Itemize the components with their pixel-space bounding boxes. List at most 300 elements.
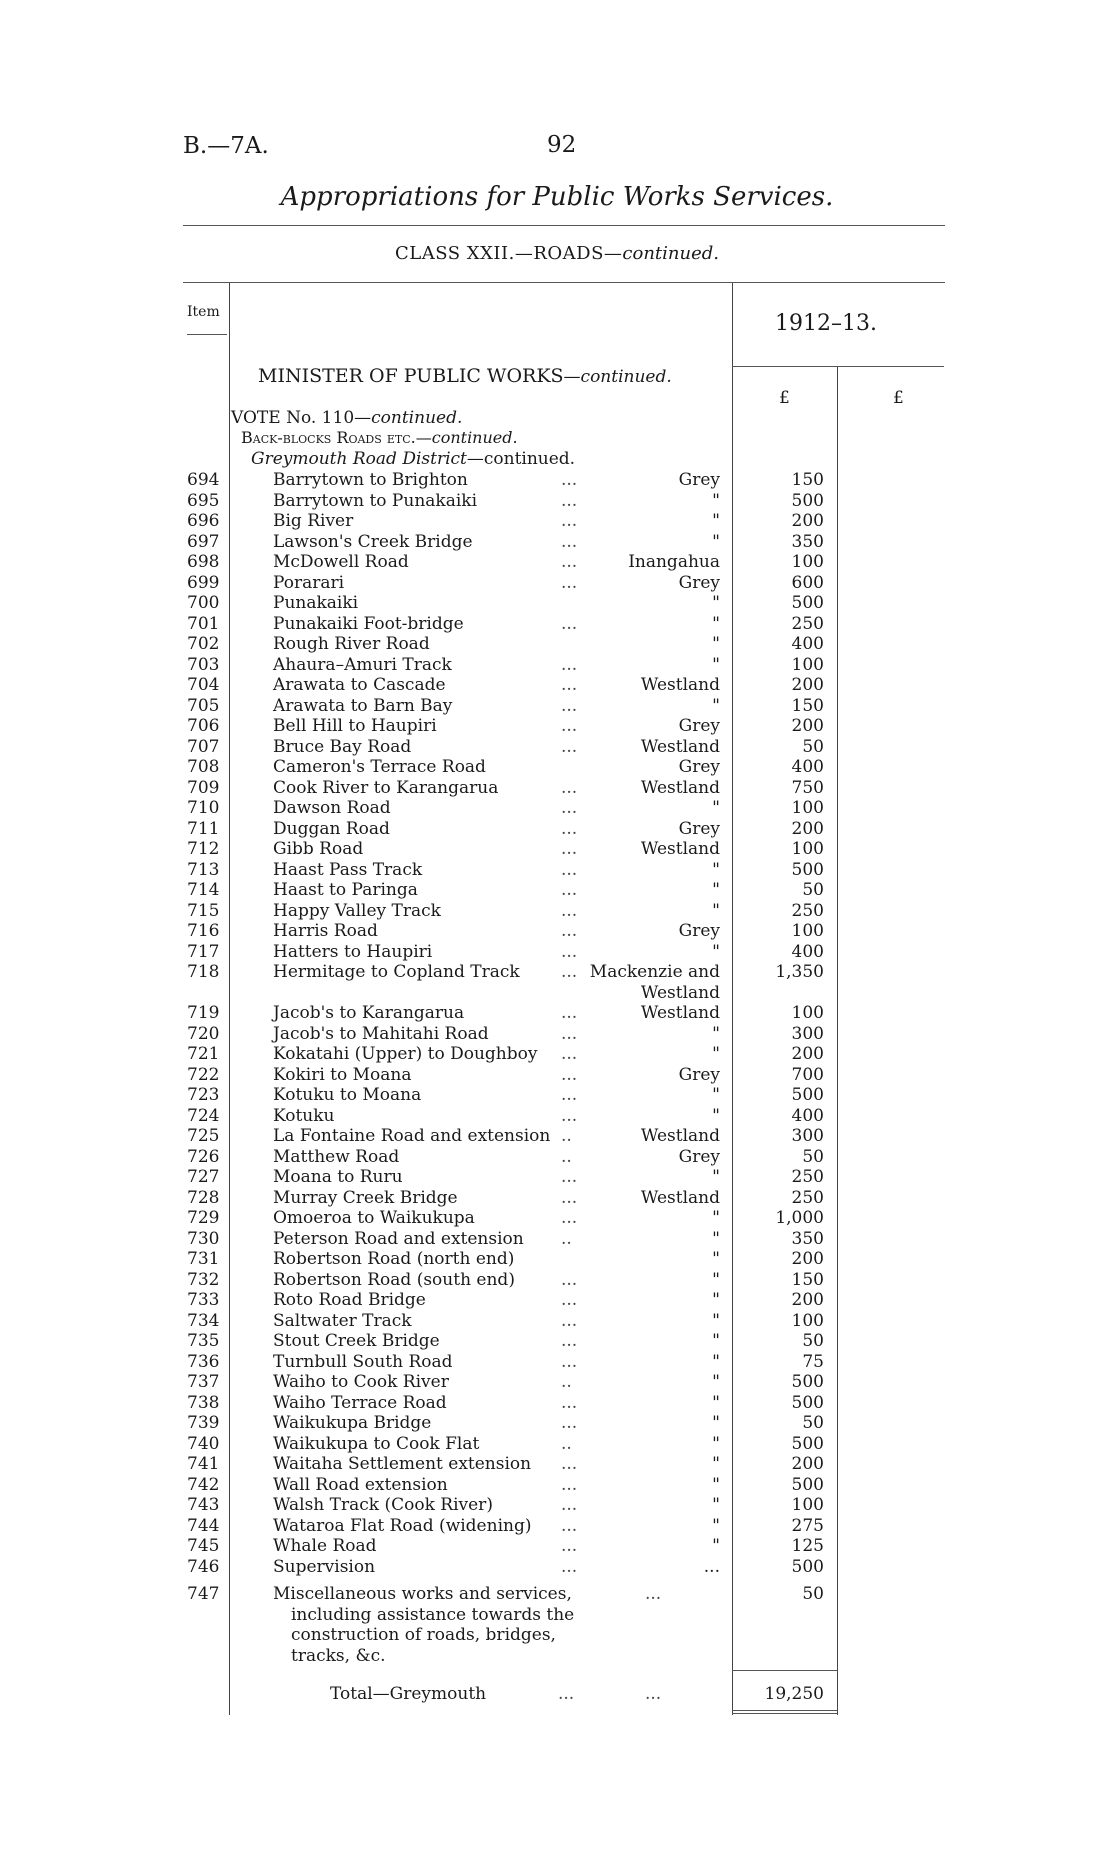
- item-number: 717: [187, 941, 220, 962]
- amount: 100: [791, 798, 824, 818]
- electorate: Grey: [678, 572, 720, 593]
- amount: 400: [791, 757, 824, 777]
- amount: 400: [791, 941, 824, 962]
- amount: 150: [791, 470, 824, 490]
- leader-dots: ...: [561, 654, 578, 675]
- amount: 1,350: [775, 962, 824, 982]
- leader-dots: ...: [561, 1392, 578, 1413]
- table-row: [0, 1393, 1114, 1413]
- leader-dots: ..: [561, 1146, 572, 1167]
- total-dots-1: ...: [558, 1684, 575, 1704]
- item-number: 710: [187, 798, 220, 818]
- electorate: ...: [703, 1556, 720, 1577]
- item-number: 716: [187, 921, 220, 941]
- item-number: 709: [187, 777, 220, 798]
- table-row: [0, 798, 1114, 818]
- work-name: Bell Hill to Haupiri: [273, 716, 437, 736]
- work-name: Barrytown to Brighton: [273, 470, 468, 490]
- work-name: Barrytown to Punakaiki: [273, 490, 478, 511]
- leader-dots: ...: [561, 1556, 578, 1577]
- amount: 500: [791, 1556, 824, 1577]
- amount: 750: [791, 777, 824, 798]
- amount: 500: [791, 1433, 824, 1454]
- leader-dots: ...: [561, 490, 578, 511]
- amount: 200: [791, 1044, 824, 1064]
- item-number: 739: [187, 1413, 220, 1433]
- electorate: Westland: [640, 1126, 720, 1146]
- work-name: Kotuku: [273, 1105, 335, 1126]
- electorate: ": [712, 1351, 720, 1372]
- table-row: [0, 532, 1114, 552]
- amount: 50: [802, 1146, 824, 1167]
- electorate: ": [712, 1310, 720, 1331]
- page-title: Appropriations for Public Works Services.: [280, 182, 834, 212]
- item-number: 713: [187, 859, 220, 880]
- misc-line-4: tracks, &c.: [291, 1645, 386, 1666]
- amount: 200: [791, 511, 824, 531]
- amount: 350: [791, 1228, 824, 1249]
- total-dots-2: ...: [645, 1684, 662, 1704]
- leader-dots: ...: [561, 531, 578, 552]
- leader-dots: ...: [561, 818, 578, 839]
- leader-dots: ...: [561, 716, 578, 736]
- misc-line-3: construction of roads, bridges,: [291, 1625, 556, 1645]
- electorate: Westland: [640, 1187, 720, 1208]
- table-row: [0, 696, 1114, 716]
- leader-dots: ...: [561, 1269, 578, 1290]
- document-reference: B.—7A.: [183, 133, 269, 159]
- leader-dots: ...: [561, 798, 578, 818]
- leader-dots: ...: [561, 1413, 578, 1433]
- table-row: [0, 921, 1114, 941]
- item-number: 746: [187, 1556, 220, 1577]
- work-name: Punakaiki Foot-bridge: [273, 613, 464, 634]
- table-row: [0, 737, 1114, 757]
- work-name: Haast Pass Track: [273, 859, 423, 880]
- vote-heading-text: VOTE No. 110—: [231, 408, 372, 428]
- misc-item-number: 747: [187, 1584, 220, 1604]
- item-number: 703: [187, 654, 220, 675]
- electorate: ": [712, 1208, 720, 1228]
- table-row: [0, 1311, 1114, 1331]
- item-column-header: Item: [187, 304, 220, 320]
- amount: 200: [791, 1454, 824, 1474]
- work-name: Wall Road extension: [273, 1474, 448, 1495]
- item-number: 702: [187, 634, 220, 654]
- table-row: [0, 511, 1114, 531]
- item-number: 734: [187, 1310, 220, 1331]
- table-top-rule: [183, 282, 945, 283]
- work-name: Walsh Track (Cook River): [273, 1495, 493, 1515]
- electorate: ": [712, 1331, 720, 1351]
- work-name: Harris Road: [273, 921, 378, 941]
- item-number: 720: [187, 1023, 220, 1044]
- amount: 50: [802, 880, 824, 900]
- electorate: ": [712, 1413, 720, 1433]
- table-row: [0, 593, 1114, 613]
- table-row: [0, 757, 1114, 777]
- leader-dots: ...: [561, 1003, 578, 1023]
- amount: 100: [791, 839, 824, 859]
- electorate: ": [712, 1249, 720, 1269]
- table-row: [0, 1413, 1114, 1433]
- work-name: Porarari: [273, 572, 345, 593]
- amount: 500: [791, 1372, 824, 1392]
- work-name: Punakaiki: [273, 593, 359, 613]
- work-name: Turnbull South Road: [273, 1351, 453, 1372]
- item-number: 727: [187, 1167, 220, 1187]
- electorate: ": [712, 1433, 720, 1454]
- item-number: 740: [187, 1433, 220, 1454]
- electorate: Grey: [678, 818, 720, 839]
- table-row: [0, 470, 1114, 490]
- work-name: Arawata to Cascade: [273, 675, 446, 695]
- item-number: 712: [187, 839, 220, 859]
- item-number: 731: [187, 1249, 220, 1269]
- item-number: 726: [187, 1146, 220, 1167]
- table-row: [0, 1065, 1114, 1085]
- leader-dots: ...: [561, 1208, 578, 1228]
- work-name: Waiho to Cook River: [273, 1372, 449, 1392]
- item-header-rule: [187, 334, 227, 335]
- item-number: 743: [187, 1495, 220, 1515]
- leader-dots: ...: [561, 921, 578, 941]
- work-name: Moana to Ruru: [273, 1167, 403, 1187]
- pound-symbol-amount: £: [779, 388, 790, 408]
- amount: 300: [791, 1023, 824, 1044]
- amount: 500: [791, 593, 824, 613]
- item-number: 735: [187, 1331, 220, 1351]
- work-name: Supervision: [273, 1556, 376, 1577]
- electorate: ": [712, 654, 720, 675]
- electorate: Inangahua: [628, 552, 720, 572]
- work-name: Bruce Bay Road: [273, 736, 412, 757]
- leader-dots: ...: [561, 839, 578, 859]
- electorate: ": [712, 1536, 720, 1556]
- work-name: Roto Road Bridge: [273, 1290, 426, 1310]
- table-row: [0, 1024, 1114, 1044]
- leader-dots: ...: [561, 859, 578, 880]
- electorate: ": [712, 1228, 720, 1249]
- item-number: 724: [187, 1105, 220, 1126]
- electorate: Grey: [678, 757, 720, 777]
- table-row: [0, 614, 1114, 634]
- leader-dots: ...: [561, 962, 578, 982]
- electorate: ": [712, 880, 720, 900]
- leader-dots: ...: [561, 736, 578, 757]
- district-heading-cont: —continued.: [466, 449, 576, 469]
- table-row: [0, 860, 1114, 880]
- year-header-rule: [732, 366, 944, 367]
- page-number: 92: [547, 132, 577, 158]
- class-heading-main: CLASS XXII.—ROADS—: [394, 243, 623, 264]
- electorate: Grey: [678, 470, 720, 490]
- amount: 250: [791, 1187, 824, 1208]
- electorate: ": [712, 613, 720, 634]
- misc-line-2: including assistance towards the: [291, 1604, 575, 1625]
- work-name: Big River: [273, 511, 354, 531]
- leader-dots: ...: [561, 552, 578, 572]
- work-name: Ahaura–Amuri Track: [273, 654, 452, 675]
- table-row: [0, 552, 1114, 572]
- leader-dots: ...: [561, 1474, 578, 1495]
- item-number: 704: [187, 675, 220, 695]
- misc-line-1: Miscellaneous works and services,: [273, 1584, 572, 1604]
- leader-dots: ...: [561, 880, 578, 900]
- amount: 100: [791, 921, 824, 941]
- electorate: ": [712, 1495, 720, 1515]
- item-number: 725: [187, 1126, 220, 1146]
- leader-dots: ...: [561, 1105, 578, 1126]
- electorate: ": [712, 900, 720, 921]
- leader-dots: ...: [561, 1085, 578, 1105]
- amount: 100: [791, 654, 824, 675]
- amount: 500: [791, 490, 824, 511]
- leader-dots: ...: [561, 941, 578, 962]
- table-row: [0, 1290, 1114, 1310]
- work-name: La Fontaine Road and extension: [273, 1126, 551, 1146]
- table-row: [0, 1352, 1114, 1372]
- amount: 100: [791, 1495, 824, 1515]
- leader-dots: ...: [561, 1187, 578, 1208]
- table-row: [0, 655, 1114, 675]
- electorate: ": [712, 859, 720, 880]
- table-row: [0, 1106, 1114, 1126]
- leader-dots: ...: [561, 470, 578, 490]
- item-number: 738: [187, 1392, 220, 1413]
- district-heading-text: Greymouth Road District: [251, 449, 467, 469]
- leader-dots: ...: [561, 900, 578, 921]
- amount: 400: [791, 1105, 824, 1126]
- work-name: Omoeroa to Waikukupa: [273, 1208, 475, 1228]
- item-number: 719: [187, 1003, 220, 1023]
- table-row: [0, 1516, 1114, 1536]
- minister-heading-text: MINISTER OF PUBLIC WORKS: [258, 365, 564, 387]
- leader-dots: ...: [561, 1515, 578, 1536]
- electorate: ": [712, 941, 720, 962]
- total-label: Total—Greymouth: [330, 1684, 487, 1704]
- electorate: Grey: [678, 716, 720, 736]
- work-name: Cook River to Karangarua: [273, 777, 499, 798]
- work-name: Rough River Road: [273, 634, 430, 654]
- amount: 350: [791, 531, 824, 552]
- amount: 50: [802, 1413, 824, 1433]
- item-number: 699: [187, 572, 220, 593]
- leader-dots: ...: [561, 1064, 578, 1085]
- item-number: 744: [187, 1515, 220, 1536]
- item-number: 732: [187, 1269, 220, 1290]
- item-number: 741: [187, 1454, 220, 1474]
- item-number: 718: [187, 962, 220, 982]
- electorate: ": [712, 1454, 720, 1474]
- table-row: [0, 716, 1114, 736]
- work-name: Cameron's Terrace Road: [273, 757, 486, 777]
- leader-dots: ..: [561, 1126, 572, 1146]
- table-row: [0, 1044, 1114, 1064]
- amount: 250: [791, 613, 824, 634]
- leader-dots: ...: [561, 1331, 578, 1351]
- table-row: [0, 901, 1114, 921]
- electorate: ": [712, 1474, 720, 1495]
- table-row: [0, 1126, 1114, 1146]
- item-number: 715: [187, 900, 220, 921]
- backblocks-heading: [241, 428, 518, 447]
- work-name: McDowell Road: [273, 552, 409, 572]
- electorate: ": [712, 1372, 720, 1392]
- misc-dots: ...: [645, 1584, 662, 1604]
- table-row: [0, 1372, 1114, 1392]
- electorate: ": [712, 695, 720, 716]
- leader-dots: ..: [561, 1372, 572, 1392]
- electorate-continuation: Westland: [640, 982, 720, 1003]
- work-name: Jacob's to Mahitahi Road: [273, 1023, 489, 1044]
- table-row: [0, 880, 1114, 900]
- table-row: [0, 778, 1114, 798]
- minister-heading: [258, 365, 672, 387]
- work-name: Stout Creek Bridge: [273, 1331, 440, 1351]
- electorate: ": [712, 531, 720, 552]
- total-top-rule: [732, 1670, 837, 1671]
- work-name: Waiho Terrace Road: [273, 1392, 447, 1413]
- item-number: 730: [187, 1228, 220, 1249]
- item-number: 745: [187, 1536, 220, 1556]
- electorate: ": [712, 1392, 720, 1413]
- misc-amount: 50: [802, 1584, 824, 1604]
- work-name: Kokatahi (Upper) to Doughboy: [273, 1044, 538, 1064]
- table-row: [0, 839, 1114, 859]
- work-name: Hatters to Haupiri: [273, 941, 433, 962]
- work-name: Jacob's to Karangarua: [273, 1003, 465, 1023]
- item-number: 700: [187, 593, 220, 613]
- table-row: [0, 1003, 1114, 1023]
- table-row: [0, 1085, 1114, 1105]
- table-row: [0, 1536, 1114, 1556]
- electorate: ": [712, 1044, 720, 1064]
- table-row: [0, 1188, 1114, 1208]
- item-number: 697: [187, 531, 220, 552]
- pound-symbol-subtotal: £: [893, 388, 904, 408]
- item-number: 696: [187, 511, 220, 531]
- table-row: [0, 1331, 1114, 1351]
- electorate: Grey: [678, 1064, 720, 1085]
- leader-dots: ...: [561, 1495, 578, 1515]
- vote-heading: [231, 408, 462, 428]
- table-row: [0, 1229, 1114, 1249]
- work-name: Hermitage to Copland Track: [273, 962, 520, 982]
- work-name: Whale Road: [273, 1536, 377, 1556]
- item-number: 694: [187, 470, 220, 490]
- work-name: Robertson Road (north end): [273, 1249, 515, 1269]
- leader-dots: ...: [561, 1310, 578, 1331]
- amount: 250: [791, 1167, 824, 1187]
- work-name: Murray Creek Bridge: [273, 1187, 458, 1208]
- item-number: 722: [187, 1064, 220, 1085]
- item-number: 737: [187, 1372, 220, 1392]
- electorate: Westland: [640, 1003, 720, 1023]
- work-name: Matthew Road: [273, 1146, 400, 1167]
- amount: 500: [791, 1392, 824, 1413]
- table-row: [0, 675, 1114, 695]
- electorate: ": [712, 1023, 720, 1044]
- work-name: Robertson Road (south end): [273, 1269, 515, 1290]
- year-column-header: 1912–13.: [775, 311, 877, 336]
- item-number: 742: [187, 1474, 220, 1495]
- work-name: Haast to Paringa: [273, 880, 418, 900]
- table-row: [0, 942, 1114, 962]
- table-row: [0, 1249, 1114, 1269]
- leader-dots: ...: [561, 572, 578, 593]
- work-name: Waitaha Settlement extension: [273, 1454, 532, 1474]
- item-number: 707: [187, 736, 220, 757]
- leader-dots: ...: [561, 1290, 578, 1310]
- electorate: ": [712, 511, 720, 531]
- amount: 50: [802, 736, 824, 757]
- table-row: [0, 491, 1114, 511]
- electorate: ": [712, 1269, 720, 1290]
- amount: 100: [791, 1310, 824, 1331]
- amount: 300: [791, 1126, 824, 1146]
- electorate: ": [712, 593, 720, 613]
- leader-dots: ...: [561, 675, 578, 695]
- misc-item-description: [273, 1584, 574, 1666]
- total-bottom-rule-1: [732, 1710, 837, 1711]
- work-name: Gibb Road: [273, 839, 364, 859]
- work-name: Lawson's Creek Bridge: [273, 531, 473, 552]
- total-amount: 19,250: [764, 1684, 824, 1704]
- table-row: [0, 1557, 1114, 1577]
- amount: 50: [802, 1331, 824, 1351]
- leader-dots: ...: [561, 777, 578, 798]
- work-name: Kokiri to Moana: [273, 1064, 412, 1085]
- amount: 125: [791, 1536, 824, 1556]
- amount: 250: [791, 900, 824, 921]
- item-number: 736: [187, 1351, 220, 1372]
- item-number: 723: [187, 1085, 220, 1105]
- table-row: [0, 1454, 1114, 1474]
- table-row: [0, 1434, 1114, 1454]
- leader-dots: ..: [561, 1228, 572, 1249]
- leader-dots: ...: [561, 1536, 578, 1556]
- work-name: Waikukupa Bridge: [273, 1413, 432, 1433]
- backblocks-heading-text: Back-blocks Roads etc.—: [241, 428, 432, 447]
- leader-dots: ...: [561, 1351, 578, 1372]
- table-row: [0, 573, 1114, 593]
- electorate: Westland: [640, 777, 720, 798]
- work-name: Duggan Road: [273, 818, 390, 839]
- work-name: Arawata to Barn Bay: [273, 695, 453, 716]
- class-heading: [0, 243, 1114, 264]
- electorate: ": [712, 798, 720, 818]
- backblocks-heading-cont: continued.: [431, 428, 518, 447]
- table-row: [0, 1208, 1114, 1228]
- electorate: Mackenzie and: [589, 962, 720, 982]
- item-number: 705: [187, 695, 220, 716]
- amount: 200: [791, 716, 824, 736]
- amount: 275: [791, 1515, 824, 1536]
- electorate: Westland: [640, 736, 720, 757]
- amount: 100: [791, 1003, 824, 1023]
- electorate: ": [712, 490, 720, 511]
- table-row: [0, 1495, 1114, 1515]
- electorate: ": [712, 1085, 720, 1105]
- electorate: Westland: [640, 675, 720, 695]
- item-number: 695: [187, 490, 220, 511]
- amount: 400: [791, 634, 824, 654]
- item-number: 706: [187, 716, 220, 736]
- work-name: Saltwater Track: [273, 1310, 412, 1331]
- item-number: 729: [187, 1208, 220, 1228]
- work-name: Wataroa Flat Road (widening): [273, 1515, 532, 1536]
